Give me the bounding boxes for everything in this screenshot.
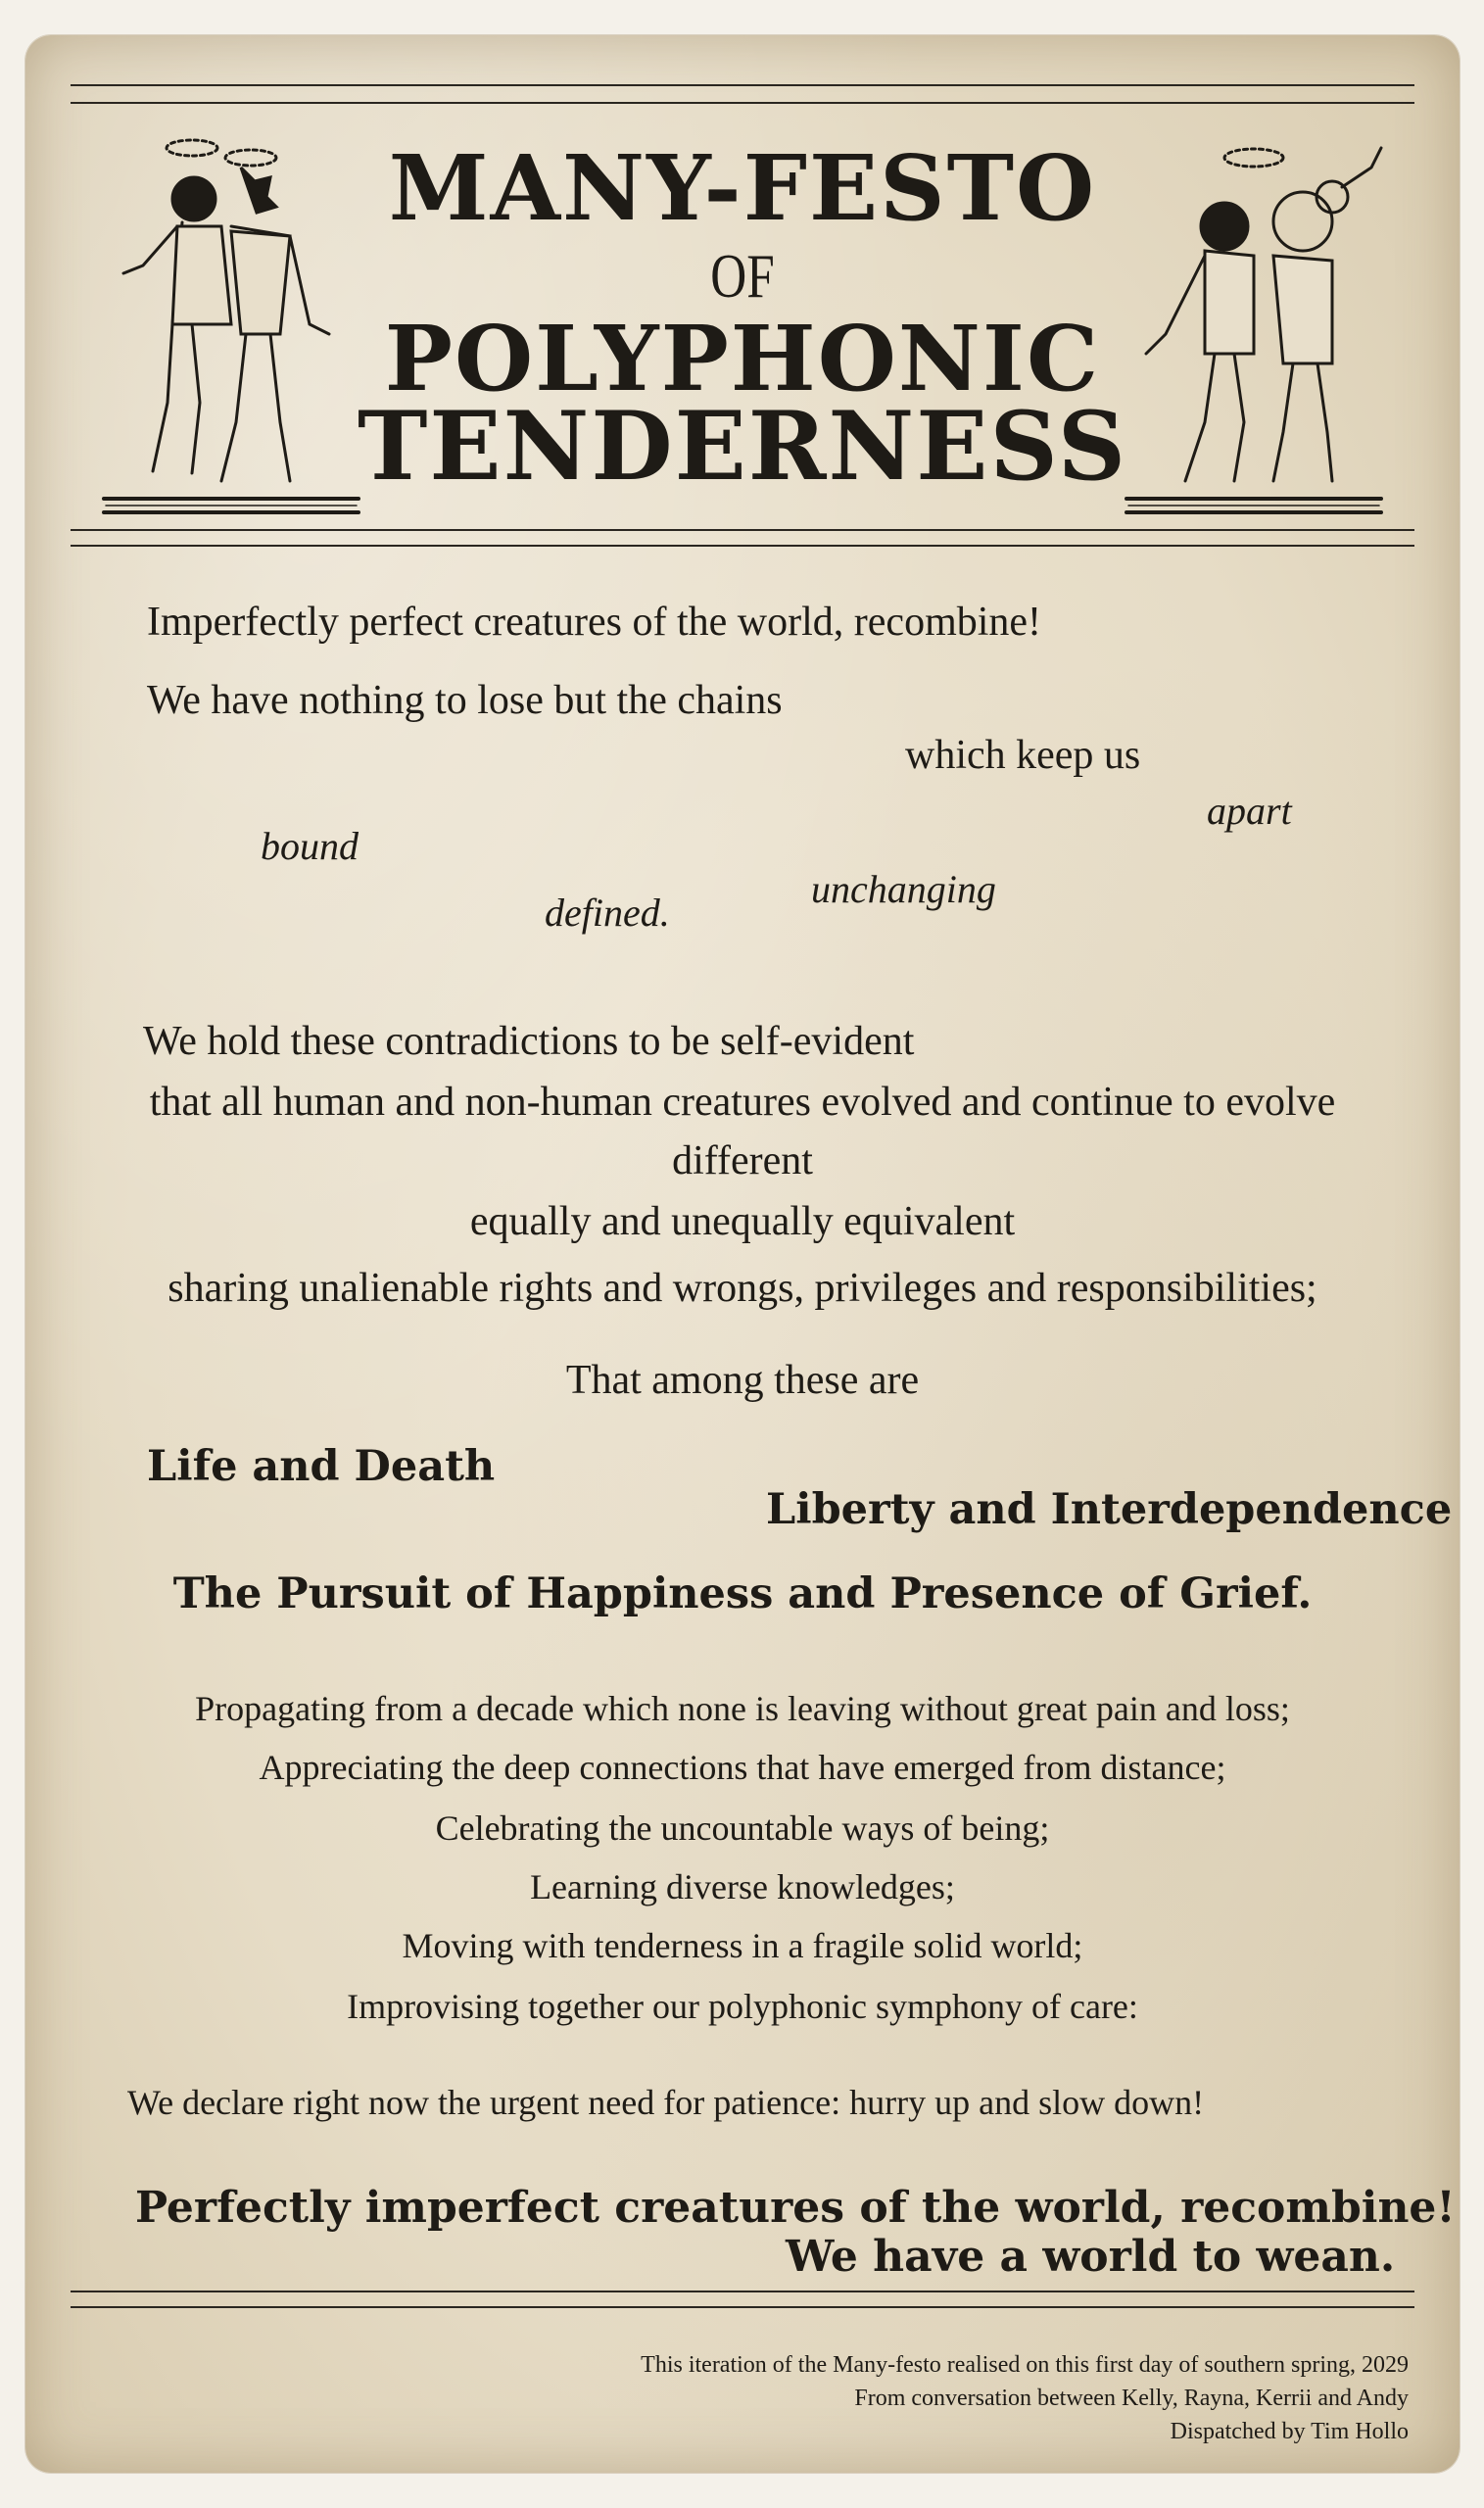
word-apart: apart bbox=[1207, 789, 1292, 833]
top-rule-1 bbox=[71, 84, 1414, 86]
top-rule-2 bbox=[71, 102, 1414, 104]
footer-rule-2 bbox=[71, 2306, 1414, 2308]
list-item: Celebrating the uncountable ways of being; bbox=[435, 1809, 1050, 1848]
header-rule-1 bbox=[71, 529, 1414, 531]
credit-line-2: From conversation between Kelly, Rayna, Kerrii and Andy bbox=[854, 2386, 1409, 2411]
title-of: OF bbox=[710, 241, 775, 311]
declaration-line-4: equally and unequally equivalent bbox=[469, 1199, 1016, 1244]
declaration-line-3: different bbox=[672, 1138, 813, 1183]
list-item: Learning diverse knowledges; bbox=[530, 1867, 955, 1906]
right-life-death: Life and Death bbox=[147, 1442, 496, 1491]
declaration-line-1: We hold these contradictions to be self-evident bbox=[143, 1019, 915, 1064]
list-item: Improvising together our polyphonic symphony of care: bbox=[347, 1987, 1138, 2026]
closing-line-3: We have a world to wean. bbox=[786, 2232, 1396, 2282]
declaration-line-2: that all human and non-human creatures evolved and continue to evolve bbox=[149, 1080, 1336, 1125]
intro-line-1: Imperfectly perfect creatures of the world, recombine! bbox=[147, 600, 1042, 645]
title-line-3: TENDERNESS bbox=[357, 391, 1128, 502]
credit-line-1: This iteration of the Many-festo realised on this first day of southern spring, 2029 bbox=[641, 2352, 1409, 2378]
title-line-2: POLYPHONIC bbox=[384, 306, 1101, 411]
intro-line-3: which keep us bbox=[905, 733, 1141, 778]
title-line-1: MANY-FESTO bbox=[388, 135, 1097, 241]
manifesto-card bbox=[25, 35, 1460, 2473]
list-item: Propagating from a decade which none is leaving without great pain and loss; bbox=[195, 1689, 1290, 1728]
right-liberty: Liberty and Interdependence bbox=[766, 1485, 1453, 1534]
declaration-line-6: That among these are bbox=[565, 1358, 920, 1403]
word-unchanging: unchanging bbox=[811, 867, 996, 911]
header-rule-2 bbox=[71, 545, 1414, 547]
word-bound: bound bbox=[261, 824, 359, 868]
declaration-line-5: sharing unalienable rights and wrongs, privileges and responsibilities; bbox=[168, 1266, 1317, 1311]
footer-rule-1 bbox=[71, 2291, 1414, 2292]
closing-line-2: Perfectly imperfect creatures of the world, recombine! bbox=[135, 2183, 1456, 2233]
credit-line-3: Dispatched by Tim Hollo bbox=[1170, 2419, 1409, 2444]
word-defined: defined. bbox=[545, 891, 670, 935]
intro-line-2: We have nothing to lose but the chains bbox=[147, 678, 783, 723]
list-item: Moving with tenderness in a fragile solid world; bbox=[402, 1926, 1083, 1965]
list-item: Appreciating the deep connections that have emerged from distance; bbox=[259, 1748, 1226, 1787]
right-pursuit: The Pursuit of Happiness and Presence of Grief. bbox=[172, 1569, 1313, 1618]
closing-line-1: We declare right now the urgent need for patience: hurry up and slow down! bbox=[127, 2083, 1205, 2122]
